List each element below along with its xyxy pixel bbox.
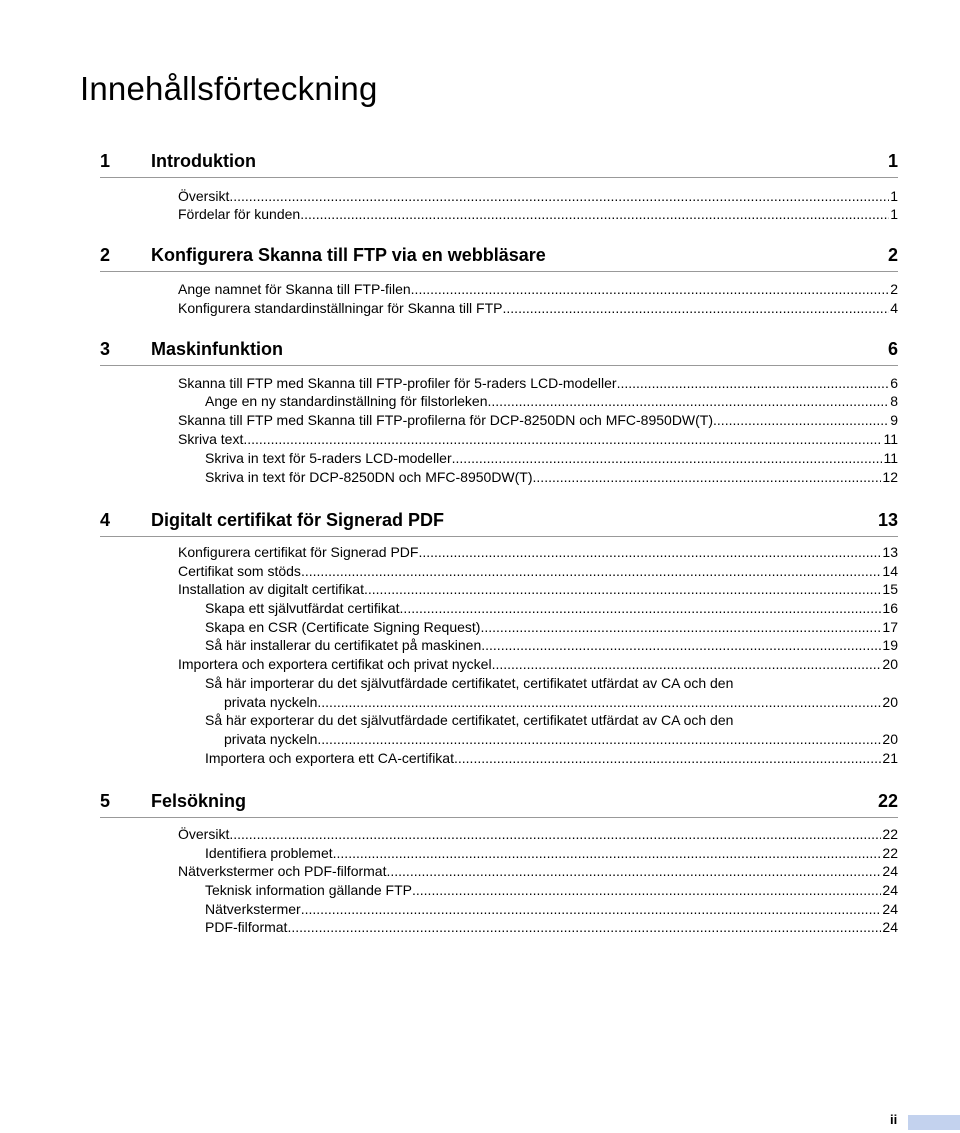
toc-entry-page: 20 xyxy=(882,731,898,747)
toc-entry-page: 4 xyxy=(890,300,898,316)
toc-entry-page: 11 xyxy=(883,450,898,466)
leader-dots xyxy=(480,618,881,636)
toc-entry[interactable] xyxy=(178,862,898,880)
toc-entry-page: 17 xyxy=(882,619,898,635)
leader-dots xyxy=(713,411,889,429)
leader-dots xyxy=(317,730,882,748)
toc-entry[interactable] xyxy=(178,411,898,429)
toc-entry[interactable] xyxy=(205,844,898,862)
toc-entry[interactable] xyxy=(205,392,898,410)
divider xyxy=(100,271,898,272)
toc-entry-text-line2: privata nyckeln xyxy=(224,694,318,710)
leader-dots xyxy=(452,449,883,467)
chapter-page: 13 xyxy=(877,510,898,530)
toc-entry-text: Teknisk information gällande FTP xyxy=(205,882,412,898)
chapter-number: 5 xyxy=(100,791,111,811)
toc-entry-page: 2 xyxy=(890,281,898,297)
chapter-page: 22 xyxy=(877,791,898,811)
toc-entry-text: Certifikat som stöds xyxy=(178,563,301,579)
toc-entry[interactable] xyxy=(178,299,898,317)
toc-entry[interactable] xyxy=(224,730,898,748)
leader-dots xyxy=(386,862,881,880)
toc-entry-page: 11 xyxy=(883,431,898,447)
toc-entry-text: Skriva text xyxy=(178,431,244,447)
leader-dots xyxy=(492,655,882,673)
toc-entry-text: Konfigurera certifikat för Signerad PDF xyxy=(178,544,419,560)
toc-entry-page: 24 xyxy=(882,882,898,898)
chapter-heading[interactable] xyxy=(100,151,898,181)
toc-entry-text: Ange namnet för Skanna till FTP-filen xyxy=(178,281,411,297)
chapter-page: 1 xyxy=(887,151,898,171)
toc-entry[interactable] xyxy=(205,618,898,636)
chapter-title: Digitalt certifikat för Signerad PDF xyxy=(151,510,445,530)
leader-dots xyxy=(287,918,881,936)
toc-entry-text: Importera och exportera certifikat och privat nyckel xyxy=(178,656,492,672)
toc-entry-page: 6 xyxy=(890,375,898,391)
leader-dots xyxy=(300,205,889,223)
chapter-number: 4 xyxy=(100,510,111,530)
toc-entry-text: Nätverkstermer och PDF-filformat xyxy=(178,863,387,879)
leader-dots xyxy=(454,749,881,767)
toc-entry[interactable] xyxy=(224,693,898,711)
toc-entry[interactable] xyxy=(205,468,898,486)
toc-entry-text: Så här installerar du certifikatet på maskinen xyxy=(205,637,482,653)
toc-entry-text: Ange en ny standardinställning för filstorleken xyxy=(205,393,488,409)
toc-entry-page: 24 xyxy=(882,901,898,917)
toc-entry-text: Fördelar för kunden xyxy=(178,206,301,222)
toc-entry[interactable] xyxy=(205,449,898,467)
toc-entry[interactable] xyxy=(178,430,898,448)
chapter-number: 1 xyxy=(100,151,111,171)
toc-entry-page: 22 xyxy=(882,845,898,861)
leader-dots xyxy=(488,392,890,410)
chapter-heading[interactable] xyxy=(100,791,898,821)
leader-dots xyxy=(617,374,890,392)
toc-entry-text: Skriva in text för DCP-8250DN och MFC-8950DW(T) xyxy=(205,469,533,485)
toc-entry-text: Skanna till FTP med Skanna till FTP-profiler för 5-raders LCD-modeller xyxy=(178,375,617,391)
chapter-title: Konfigurera Skanna till FTP via en webbläsare xyxy=(151,245,546,265)
leader-dots xyxy=(481,636,881,654)
toc-entry[interactable] xyxy=(178,825,898,843)
toc-entry[interactable] xyxy=(178,205,898,223)
leader-dots xyxy=(301,562,881,580)
toc-entry[interactable] xyxy=(178,280,898,298)
leader-dots xyxy=(301,900,882,918)
toc-entry-text: Skapa ett självutfärdat certifikat xyxy=(205,600,400,616)
chapter-page: 6 xyxy=(887,339,898,359)
leader-dots xyxy=(364,580,881,598)
chapter-title: Introduktion xyxy=(151,151,256,171)
chapter-page: 2 xyxy=(887,245,898,265)
leader-dots xyxy=(412,881,881,899)
divider xyxy=(100,365,898,366)
chapter-heading[interactable] xyxy=(100,510,898,540)
toc-entry-page: 15 xyxy=(882,581,898,597)
toc-entry-page: 1 xyxy=(890,188,898,204)
toc-entry-page: 1 xyxy=(890,206,898,222)
toc-entry-text: Nätverkstermer xyxy=(205,901,301,917)
toc-entry[interactable] xyxy=(178,543,898,561)
footer-accent-bar xyxy=(908,1115,960,1130)
toc-entry-page: 24 xyxy=(882,863,898,879)
toc-entry-page: 21 xyxy=(882,750,898,766)
leader-dots xyxy=(333,844,882,862)
page-number: ii xyxy=(890,1112,898,1127)
toc-entry[interactable] xyxy=(178,655,898,673)
toc-entry[interactable] xyxy=(205,599,898,617)
toc-entry-page: 13 xyxy=(882,544,898,560)
leader-dots xyxy=(229,825,881,843)
chapter-title: Maskinfunktion xyxy=(151,339,284,359)
toc-entry[interactable] xyxy=(178,374,898,392)
toc-entry-page: 22 xyxy=(882,826,898,842)
toc-entry-text: Översikt xyxy=(178,188,230,204)
toc-entry-text: Installation av digitalt certifikat xyxy=(178,581,364,597)
toc-entry-page: 8 xyxy=(890,393,898,409)
toc-entry-text: Skapa en CSR (Certificate Signing Request) xyxy=(205,619,481,635)
toc-entry-page: 19 xyxy=(882,637,898,653)
leader-dots xyxy=(317,693,882,711)
toc-entry[interactable] xyxy=(205,749,898,767)
toc-entry-page: 16 xyxy=(882,600,898,616)
toc-entry[interactable] xyxy=(178,562,898,580)
chapter-title: Felsökning xyxy=(151,791,247,811)
toc-entry-text: Konfigurera standardinställningar för Skanna till FTP xyxy=(178,300,503,316)
toc-entry-page: 20 xyxy=(882,694,898,710)
toc-entry-text-line1[interactable]: Så här exporterar du det självutfärdade certifikatet, certifikatet utfärdat av CA och den xyxy=(205,712,734,728)
leader-dots xyxy=(533,468,882,486)
chapter-number: 2 xyxy=(100,245,111,265)
toc-entry-page: 9 xyxy=(890,412,898,428)
toc-entry-page: 20 xyxy=(882,656,898,672)
toc-entry-text: Skanna till FTP med Skanna till FTP-profilerna för DCP-8250DN och MFC-8950DW(T) xyxy=(178,412,714,428)
divider xyxy=(100,817,898,818)
toc-entry[interactable] xyxy=(178,580,898,598)
toc-entry-text: PDF-filformat xyxy=(205,919,288,935)
toc-entry-text: Importera och exportera ett CA-certifikat xyxy=(205,750,454,766)
toc-entry[interactable] xyxy=(205,918,898,936)
chapter-heading[interactable] xyxy=(100,339,898,369)
divider xyxy=(100,177,898,178)
toc-entry-text-line1[interactable]: Så här importerar du det självutfärdade certifikatet, certifikatet utfärdat av CA och den xyxy=(205,675,734,691)
chapter-heading[interactable] xyxy=(100,245,898,275)
toc-entry-page: 12 xyxy=(882,469,898,485)
toc-entry[interactable] xyxy=(205,881,898,899)
leader-dots xyxy=(418,543,881,561)
toc-entry-page: 14 xyxy=(882,563,898,579)
leader-dots xyxy=(243,430,882,448)
toc-entry-text: Identifiera problemet xyxy=(205,845,333,861)
chapter-number: 3 xyxy=(100,339,111,359)
toc-entry[interactable] xyxy=(205,636,898,654)
leader-dots xyxy=(503,299,890,317)
toc-entry[interactable] xyxy=(178,187,898,205)
toc-entry-text: Skriva in text för 5-raders LCD-modeller xyxy=(205,450,452,466)
leader-dots xyxy=(411,280,890,298)
toc-entry-text: Översikt xyxy=(178,826,230,842)
divider xyxy=(100,536,898,537)
leader-dots xyxy=(400,599,882,617)
toc-entry-page: 24 xyxy=(882,919,898,935)
page-title: Innehållsförteckning xyxy=(80,70,378,107)
toc-entry[interactable] xyxy=(205,900,898,918)
toc-entry-text-line2: privata nyckeln xyxy=(224,731,318,747)
leader-dots xyxy=(229,187,889,205)
